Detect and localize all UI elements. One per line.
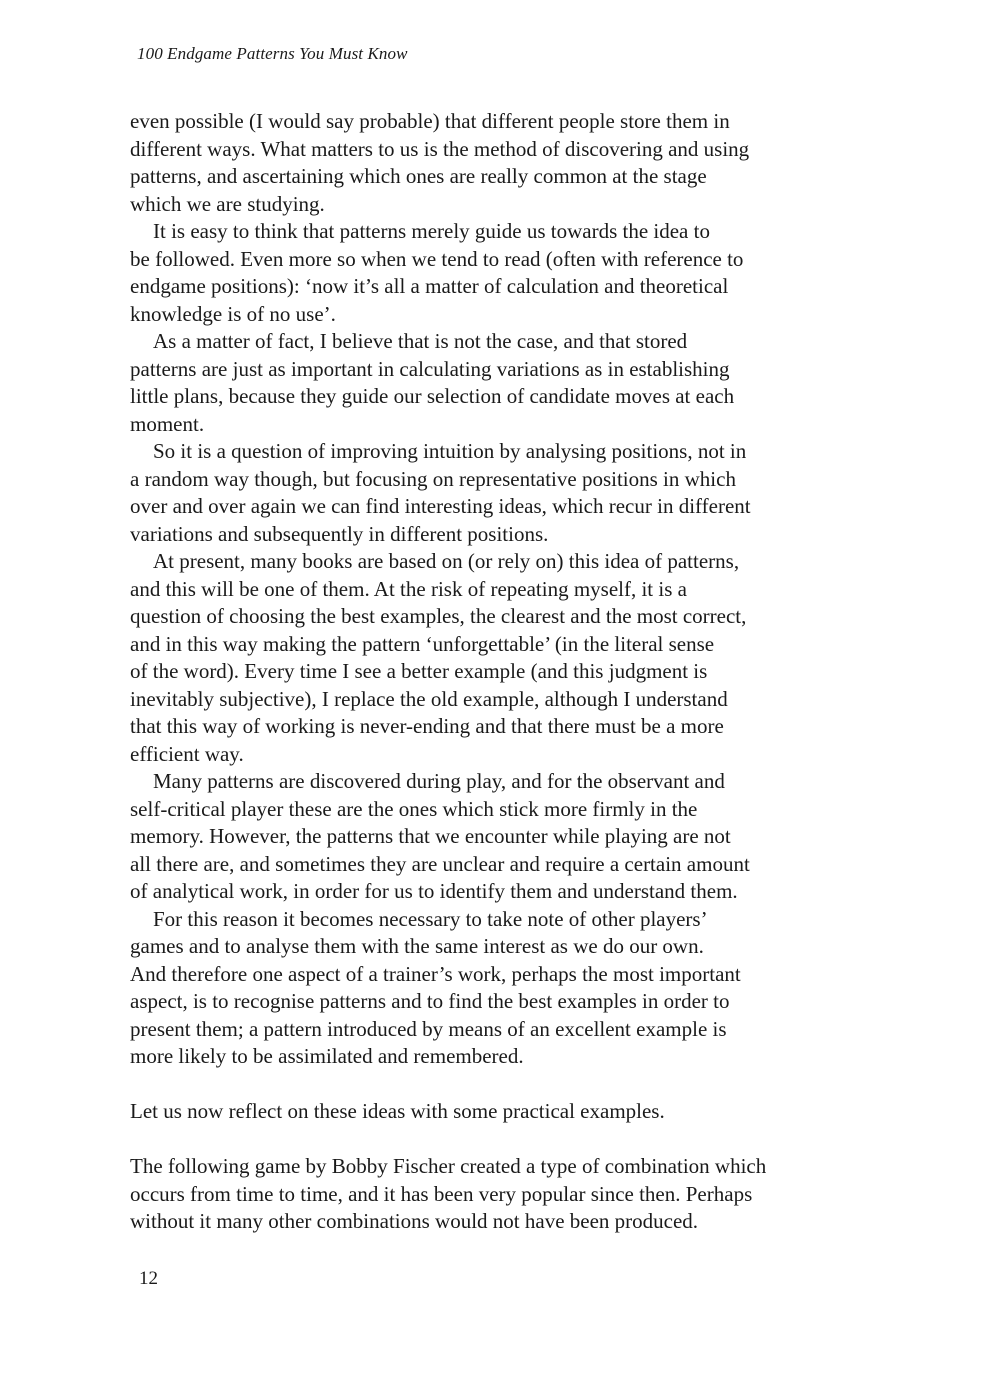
text-line: over and over again we can find interesting ideas, which recur in different [130,494,751,518]
text-line: present them; a pattern introduced by means of an excellent example is [130,1016,727,1041]
text-line: endgame positions): ‘now it’s all a matter of calculation and theoretical [130,274,729,298]
text-line: patterns, and ascertaining which ones are really common at the stage [130,164,707,188]
page-number: 12 [139,1268,158,1289]
text-line: of the word). Every time I see a better example (and this judgment is [130,659,708,683]
text-line: question of choosing the best examples, the clearest and the most correct, [130,604,747,628]
text-line: It is easy to think that patterns merely guide us towards the idea to [153,219,710,243]
text-line: And therefore one aspect of a trainer’s work, perhaps the most important [130,961,741,986]
text-line: and this will be one of them. At the risk of repeating myself, it is a [130,576,687,601]
text-line: all there are, and sometimes they are unclear and require a certain amount [130,851,750,876]
text-line: without it many other combinations would not have been produced. [130,1209,699,1233]
paragraph-gap [130,1126,872,1154]
text-line: Let us now reflect on these ideas with some practical examples. [130,1099,665,1123]
text-line: memory. However, the patterns that we encounter while playing are not [130,824,731,848]
text-line: variations and subsequently in different positions. [130,521,549,546]
paragraph [130,548,872,768]
paragraph [130,328,872,438]
text-line: The following game by Bobby Fischer created a type of combination which [130,1154,767,1178]
text-line: occurs from time to time, and it has been very popular since then. Perhaps [130,1181,753,1206]
text-line: patterns are just as important in calculating variations as in establishing [130,356,730,381]
paragraph [130,438,872,548]
text-line: little plans, because they guide our selection of candidate moves at each [130,384,735,408]
text-line: moment. [130,411,205,436]
body-text [130,108,872,1236]
running-head: 100 Endgame Patterns You Must Know [137,44,408,63]
paragraph [130,218,872,328]
text-line: self-critical player these are the ones which stick more firmly in the [130,796,698,821]
text-line: For this reason it becomes necessary to take note of other players’ [153,906,708,931]
paragraph [130,1153,872,1236]
paragraph-gap [130,1071,872,1099]
text-line: and in this way making the pattern ‘unforgettable’ (in the literal sense [130,631,715,656]
text-line: Many patterns are discovered during play, and for the observant and [153,769,725,793]
text-line: even possible (I would say probable) that different people store them in [130,109,730,133]
text-line: efficient way. [130,741,244,766]
text-line: As a matter of fact, I believe that is not the case, and that stored [153,329,688,353]
text-line: which we are studying. [130,191,325,216]
text-line: of analytical work, in order for us to identify them and understand them. [130,879,738,903]
text-line: more likely to be assimilated and remembered. [130,1044,524,1068]
text-line: different ways. What matters to us is the method of discovering and using [130,136,750,161]
paragraph [130,108,872,218]
paragraph [130,768,872,906]
text-line: be followed. Even more so when we tend to read (often with reference to [130,246,744,271]
paragraph [130,1098,872,1126]
text-line: games and to analyse them with the same interest as we do our own. [130,934,704,958]
text-line: knowledge is of no use’. [130,301,336,326]
text-line: So it is a question of improving intuition by analysing positions, not in [153,439,747,463]
text-line: At present, many books are based on (or rely on) this idea of patterns, [153,549,740,573]
text-line: that this way of working is never-ending and that there must be a more [130,714,724,738]
text-line: inevitably subjective), I replace the old example, although I understand [130,686,728,711]
text-line: aspect, is to recognise patterns and to find the best examples in order to [130,989,730,1013]
text-line: a random way though, but focusing on representative positions in which [130,466,736,491]
paragraph [130,906,872,1071]
